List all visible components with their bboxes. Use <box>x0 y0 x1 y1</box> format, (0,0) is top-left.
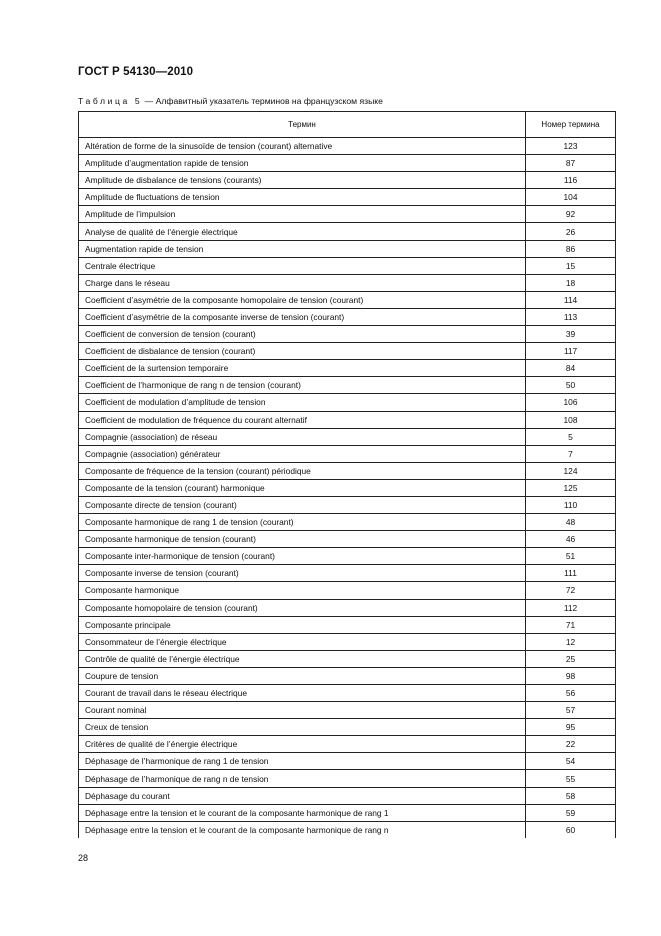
term-cell: Altération de forme de la sinusoïde de tension (courant) alternative <box>79 138 526 155</box>
term-number-cell: 54 <box>526 753 616 770</box>
table-row <box>79 685 616 702</box>
term-number-cell: 71 <box>526 616 616 633</box>
table-row <box>79 719 616 736</box>
term-number-cell: 57 <box>526 702 616 719</box>
table-row <box>79 753 616 770</box>
term-cell: Courant de travail dans le réseau électrique <box>79 685 526 702</box>
term-number-cell: 114 <box>526 291 616 308</box>
term-cell: Déphasage du courant <box>79 787 526 804</box>
table-row <box>79 411 616 428</box>
term-number-cell: 55 <box>526 770 616 787</box>
term-number-cell: 95 <box>526 719 616 736</box>
term-number-cell: 7 <box>526 445 616 462</box>
term-number-cell: 108 <box>526 411 616 428</box>
table-row <box>79 479 616 496</box>
term-number-cell: 123 <box>526 138 616 155</box>
term-cell: Amplitude de l’impulsion <box>79 206 526 223</box>
term-cell: Compagnie (association) de réseau <box>79 428 526 445</box>
table-row <box>79 428 616 445</box>
table-row <box>79 787 616 804</box>
term-cell: Coefficient d’asymétrie de la composante inverse de tension (courant) <box>79 308 526 325</box>
term-number-cell: 92 <box>526 206 616 223</box>
term-number-cell: 72 <box>526 582 616 599</box>
term-cell: Composante inter-harmonique de tension (courant) <box>79 548 526 565</box>
table-row <box>79 804 616 821</box>
term-number-cell: 125 <box>526 479 616 496</box>
term-cell: Consommateur de l’énergie électrique <box>79 633 526 650</box>
table-row <box>79 736 616 753</box>
table-row <box>79 360 616 377</box>
table-row <box>79 274 616 291</box>
document-header: ГОСТ Р 54130—2010 <box>78 66 194 78</box>
table-row <box>79 770 616 787</box>
table-row <box>79 326 616 343</box>
term-number-cell: 106 <box>526 394 616 411</box>
term-number-cell: 51 <box>526 548 616 565</box>
terms-table <box>78 111 616 838</box>
term-number-cell: 124 <box>526 462 616 479</box>
term-cell: Composante harmonique de rang 1 de tension (courant) <box>79 514 526 531</box>
term-number-cell: 15 <box>526 257 616 274</box>
table-row <box>79 308 616 325</box>
term-cell: Coefficient de l’harmonique de rang n de tension (courant) <box>79 377 526 394</box>
table-row <box>79 172 616 189</box>
term-number-cell: 25 <box>526 650 616 667</box>
term-cell: Amplitude d’augmentation rapide de tension <box>79 155 526 172</box>
term-cell: Composante de fréquence de la tension (courant) périodique <box>79 462 526 479</box>
table-row <box>79 206 616 223</box>
term-number-cell: 113 <box>526 308 616 325</box>
table-header-row <box>79 112 616 138</box>
terms-table-body <box>79 138 616 838</box>
table-row <box>79 702 616 719</box>
term-number-cell: 104 <box>526 189 616 206</box>
term-cell: Composante de la tension (courant) harmonique <box>79 479 526 496</box>
table-row <box>79 650 616 667</box>
term-cell: Critères de qualité de l’énergie électrique <box>79 736 526 753</box>
term-number-cell: 87 <box>526 155 616 172</box>
term-number-cell: 56 <box>526 685 616 702</box>
table-row <box>79 599 616 616</box>
term-number-cell: 60 <box>526 821 616 838</box>
term-cell: Centrale électrique <box>79 257 526 274</box>
table-caption-label: Таблица 5 <box>78 96 143 106</box>
term-cell: Amplitude de disbalance de tensions (courants) <box>79 172 526 189</box>
table-row <box>79 667 616 684</box>
term-cell: Déphasage entre la tension et le courant de la composante harmonique de rang n <box>79 821 526 838</box>
term-number-cell: 18 <box>526 274 616 291</box>
table-row <box>79 240 616 257</box>
term-number-cell: 86 <box>526 240 616 257</box>
term-number-cell: 26 <box>526 223 616 240</box>
table-row <box>79 462 616 479</box>
table-row <box>79 377 616 394</box>
term-cell: Composante homopolaire de tension (courant) <box>79 599 526 616</box>
term-number-cell: 110 <box>526 496 616 513</box>
term-number-cell: 59 <box>526 804 616 821</box>
term-number-cell: 48 <box>526 514 616 531</box>
table-row <box>79 155 616 172</box>
table-row <box>79 565 616 582</box>
table-row <box>79 821 616 838</box>
term-number-cell: 50 <box>526 377 616 394</box>
term-number-cell: 98 <box>526 667 616 684</box>
term-number-cell: 39 <box>526 326 616 343</box>
table-row <box>79 138 616 155</box>
term-cell: Coefficient d’asymétrie de la composante homopolaire de tension (courant) <box>79 291 526 308</box>
table-row <box>79 394 616 411</box>
table-caption-text: — Алфавитный указатель терминов на французском языке <box>142 96 383 106</box>
table-row <box>79 514 616 531</box>
term-number-cell: 117 <box>526 343 616 360</box>
term-number-cell: 112 <box>526 599 616 616</box>
table-row <box>79 291 616 308</box>
table-row <box>79 582 616 599</box>
term-cell: Analyse de qualité de l’énergie électrique <box>79 223 526 240</box>
term-cell: Charge dans le réseau <box>79 274 526 291</box>
table-row <box>79 496 616 513</box>
term-cell: Composante principale <box>79 616 526 633</box>
term-number-cell: 111 <box>526 565 616 582</box>
term-cell: Déphasage de l’harmonique de rang 1 de tension <box>79 753 526 770</box>
term-cell: Composante directe de tension (courant) <box>79 496 526 513</box>
column-header-number: Номер термина <box>526 112 616 138</box>
term-cell: Coefficient de la surtension temporaire <box>79 360 526 377</box>
table-row <box>79 223 616 240</box>
term-number-cell: 22 <box>526 736 616 753</box>
term-number-cell: 84 <box>526 360 616 377</box>
term-cell: Coefficient de modulation d’amplitude de tension <box>79 394 526 411</box>
table-row <box>79 531 616 548</box>
term-cell: Amplitude de fluctuations de tension <box>79 189 526 206</box>
term-number-cell: 46 <box>526 531 616 548</box>
table-caption <box>78 96 383 106</box>
page-number: 28 <box>78 853 89 863</box>
term-cell: Composante harmonique <box>79 582 526 599</box>
table-row <box>79 445 616 462</box>
table-row <box>79 616 616 633</box>
term-cell: Courant nominal <box>79 702 526 719</box>
term-number-cell: 5 <box>526 428 616 445</box>
column-header-term: Термин <box>79 112 526 138</box>
term-number-cell: 58 <box>526 787 616 804</box>
term-cell: Coefficient de conversion de tension (courant) <box>79 326 526 343</box>
term-cell: Déphasage entre la tension et le courant de la composante harmonique de rang 1 <box>79 804 526 821</box>
term-cell: Déphasage de l’harmonique de rang n de tension <box>79 770 526 787</box>
term-cell: Coefficient de disbalance de tension (courant) <box>79 343 526 360</box>
term-cell: Coupure de tension <box>79 667 526 684</box>
table-row <box>79 189 616 206</box>
table-row <box>79 257 616 274</box>
table-row <box>79 548 616 565</box>
term-cell: Coefficient de modulation de fréquence du courant alternatif <box>79 411 526 428</box>
term-cell: Augmentation rapide de tension <box>79 240 526 257</box>
term-cell: Compagnie (association) générateur <box>79 445 526 462</box>
table-row <box>79 343 616 360</box>
term-number-cell: 12 <box>526 633 616 650</box>
table-row <box>79 633 616 650</box>
term-cell: Composante inverse de tension (courant) <box>79 565 526 582</box>
term-cell: Creux de tension <box>79 719 526 736</box>
term-cell: Contrôle de qualité de l’énergie électrique <box>79 650 526 667</box>
term-number-cell: 116 <box>526 172 616 189</box>
term-cell: Composante harmonique de tension (courant) <box>79 531 526 548</box>
